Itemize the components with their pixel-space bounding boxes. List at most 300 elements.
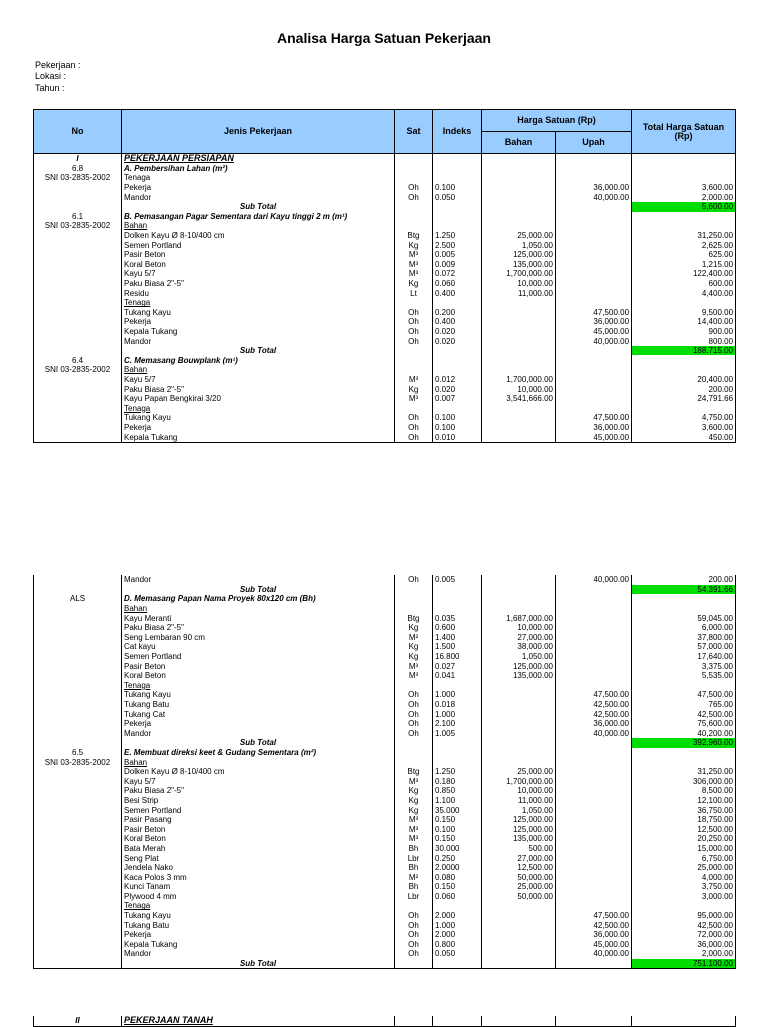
item-name: Pekerja bbox=[122, 423, 395, 433]
item-name: Besi Strip bbox=[122, 796, 395, 806]
item-material-price bbox=[482, 317, 556, 327]
item-name: Mandor bbox=[122, 949, 395, 959]
table-row bbox=[34, 317, 736, 327]
item-total: 625.00 bbox=[632, 250, 736, 260]
item-unit: M² bbox=[395, 872, 433, 882]
item-material-price: 125,000.00 bbox=[482, 661, 556, 671]
item-material-price: 135,000.00 bbox=[482, 260, 556, 270]
item-unit: Oh bbox=[395, 700, 433, 710]
item-labor-price: 40,000.00 bbox=[556, 192, 632, 202]
table-row bbox=[34, 709, 736, 719]
table-row bbox=[34, 863, 736, 873]
cell-upah bbox=[556, 959, 632, 969]
cell-total bbox=[632, 298, 736, 308]
cell-bahan bbox=[482, 403, 556, 413]
item-total: 25,000.00 bbox=[632, 863, 736, 873]
cell-sat bbox=[395, 298, 433, 308]
group-label: Bahan bbox=[122, 757, 395, 767]
section-title: PEKERJAAN TANAH bbox=[122, 1016, 395, 1026]
cell-indeks bbox=[433, 585, 482, 595]
item-unit: M³ bbox=[395, 815, 433, 825]
item-index: 2.500 bbox=[433, 240, 482, 250]
item-index: 0.100 bbox=[433, 413, 482, 423]
item-labor-price: 47,500.00 bbox=[556, 690, 632, 700]
work-item-title: E. Membuat direksi keet & Gudang Sementara (m²) bbox=[122, 748, 395, 758]
item-index: 0.035 bbox=[433, 613, 482, 623]
cell-total bbox=[632, 901, 736, 911]
table-row bbox=[34, 308, 736, 318]
item-material-price: 1,050.00 bbox=[482, 240, 556, 250]
cell-indeks bbox=[433, 901, 482, 911]
subtotal-label: Sub Total bbox=[122, 738, 395, 748]
item-material-price: 12,500.00 bbox=[482, 863, 556, 873]
item-material-price: 500.00 bbox=[482, 844, 556, 854]
item-labor-price bbox=[556, 815, 632, 825]
cell-no bbox=[34, 279, 122, 289]
item-total: 24,791.66 bbox=[632, 394, 736, 404]
cell-total bbox=[632, 365, 736, 375]
item-name: Jendela Nako bbox=[122, 863, 395, 873]
item-index: 0.050 bbox=[433, 949, 482, 959]
cell-bahan bbox=[482, 365, 556, 375]
item-index: 0.850 bbox=[433, 786, 482, 796]
item-index: 0.150 bbox=[433, 882, 482, 892]
item-name: Pasir Pasang bbox=[122, 815, 395, 825]
item-labor-price bbox=[556, 394, 632, 404]
item-material-price bbox=[482, 413, 556, 423]
cell-sat bbox=[395, 355, 433, 365]
table-row bbox=[34, 613, 736, 623]
item-unit: Lt bbox=[395, 288, 433, 298]
item-unit: Oh bbox=[395, 709, 433, 719]
item-material-price: 135,000.00 bbox=[482, 834, 556, 844]
item-unit: Oh bbox=[395, 192, 433, 202]
item-index: 0.012 bbox=[433, 375, 482, 385]
group-label: Bahan bbox=[122, 365, 395, 375]
item-name: Mandor bbox=[122, 575, 395, 585]
item-unit: Kg bbox=[395, 786, 433, 796]
cell-upah bbox=[556, 202, 632, 212]
item-material-price: 1,700,000.00 bbox=[482, 375, 556, 385]
group-row bbox=[34, 403, 736, 413]
cell-bahan bbox=[482, 212, 556, 222]
item-material-price bbox=[482, 940, 556, 950]
subtotal-label: Sub Total bbox=[122, 346, 395, 356]
item-index: 1.250 bbox=[433, 231, 482, 241]
cell-sat bbox=[395, 901, 433, 911]
item-name: Tukang Batu bbox=[122, 920, 395, 930]
cell-sat bbox=[395, 212, 433, 222]
cell-no bbox=[34, 872, 122, 882]
cell-no bbox=[34, 288, 122, 298]
table-row bbox=[34, 288, 736, 298]
header-jenis-pekerjaan: Jenis Pekerjaan bbox=[122, 110, 395, 154]
row-reference bbox=[34, 901, 122, 911]
item-material-price: 1,687,000.00 bbox=[482, 613, 556, 623]
cell-bahan bbox=[482, 959, 556, 969]
item-labor-price bbox=[556, 260, 632, 270]
table-row bbox=[34, 834, 736, 844]
item-labor-price: 36,000.00 bbox=[556, 183, 632, 193]
table-row bbox=[34, 327, 736, 337]
cell-total bbox=[632, 355, 736, 365]
cell-sat bbox=[395, 959, 433, 969]
cell-no bbox=[34, 796, 122, 806]
cell-no bbox=[34, 709, 122, 719]
header-indeks: Indeks bbox=[433, 110, 482, 154]
cell-bahan bbox=[482, 585, 556, 595]
item-total: 47,500.00 bbox=[632, 690, 736, 700]
item-index: 0.009 bbox=[433, 260, 482, 270]
work-item-title: B. Pemasangan Pagar Sementara dari Kayu tinggi 2 m (m¹) bbox=[122, 212, 395, 222]
item-labor-price bbox=[556, 844, 632, 854]
item-total: 36,750.00 bbox=[632, 805, 736, 815]
item-name: Kepala Tukang bbox=[122, 940, 395, 950]
cell-upah bbox=[556, 365, 632, 375]
item-unit: Oh bbox=[395, 729, 433, 739]
item-total: 2,000.00 bbox=[632, 192, 736, 202]
item-labor-price bbox=[556, 250, 632, 260]
row-code: 6.8 bbox=[34, 164, 122, 174]
group-row bbox=[34, 173, 736, 183]
cell-sat bbox=[395, 594, 433, 604]
cell-indeks bbox=[433, 681, 482, 691]
item-index: 0.072 bbox=[433, 269, 482, 279]
cell-total bbox=[632, 212, 736, 222]
item-labor-price: 47,500.00 bbox=[556, 308, 632, 318]
item-name: Pasir Beton bbox=[122, 250, 395, 260]
cell-bahan bbox=[482, 738, 556, 748]
cell-no bbox=[34, 375, 122, 385]
item-name: Kayu 5/7 bbox=[122, 375, 395, 385]
cell-upah bbox=[556, 604, 632, 614]
item-name: Paku Biasa 2"-5" bbox=[122, 786, 395, 796]
item-unit: Kg bbox=[395, 805, 433, 815]
cell-sat bbox=[395, 738, 433, 748]
work-item-row bbox=[34, 594, 736, 604]
item-labor-price bbox=[556, 853, 632, 863]
item-index: 35.000 bbox=[433, 805, 482, 815]
item-index: 0.060 bbox=[433, 892, 482, 902]
table-row bbox=[34, 930, 736, 940]
item-labor-price: 42,500.00 bbox=[556, 920, 632, 930]
work-item-title: C. Memasang Bouwplank (m¹) bbox=[122, 355, 395, 365]
item-unit: Oh bbox=[395, 308, 433, 318]
subtotal-row bbox=[34, 202, 736, 212]
item-name: Residu bbox=[122, 288, 395, 298]
item-name: Paku Biasa 2"-5" bbox=[122, 623, 395, 633]
item-labor-price bbox=[556, 269, 632, 279]
item-unit: M² bbox=[395, 633, 433, 643]
meta-pekerjaan: Pekerjaan : bbox=[35, 60, 81, 70]
group-row bbox=[34, 901, 736, 911]
item-unit: Kg bbox=[395, 240, 433, 250]
item-total: 15,000.00 bbox=[632, 844, 736, 854]
cell-no bbox=[34, 260, 122, 270]
cell-no bbox=[34, 327, 122, 337]
item-index: 1.400 bbox=[433, 633, 482, 643]
subtotal-value: 5,600.00 bbox=[632, 202, 736, 212]
item-name: Tukang Batu bbox=[122, 700, 395, 710]
cell-total bbox=[632, 594, 736, 604]
row-no: I bbox=[34, 154, 122, 164]
group-row bbox=[34, 221, 736, 231]
table-row bbox=[34, 940, 736, 950]
item-unit: Oh bbox=[395, 949, 433, 959]
item-labor-price bbox=[556, 623, 632, 633]
group-row bbox=[34, 757, 736, 767]
work-item-row bbox=[34, 164, 736, 174]
header-sat: Sat bbox=[395, 110, 433, 154]
cell-no bbox=[34, 585, 122, 595]
item-total: 14,400.00 bbox=[632, 317, 736, 327]
item-material-price: 10,000.00 bbox=[482, 279, 556, 289]
meta-lokasi: Lokasi : bbox=[35, 71, 67, 81]
cell-upah bbox=[556, 681, 632, 691]
cell-no bbox=[34, 882, 122, 892]
item-unit: Oh bbox=[395, 940, 433, 950]
table-row bbox=[34, 671, 736, 681]
cell-bahan bbox=[482, 681, 556, 691]
table-row bbox=[34, 892, 736, 902]
item-material-price: 27,000.00 bbox=[482, 633, 556, 643]
cell-sat bbox=[395, 403, 433, 413]
item-labor-price bbox=[556, 661, 632, 671]
cell-no bbox=[34, 183, 122, 193]
item-unit: M³ bbox=[395, 269, 433, 279]
cell-total bbox=[632, 748, 736, 758]
item-labor-price: 36,000.00 bbox=[556, 930, 632, 940]
table-row bbox=[34, 192, 736, 202]
table-row bbox=[34, 767, 736, 777]
item-total: 4,750.00 bbox=[632, 413, 736, 423]
cell-no bbox=[34, 729, 122, 739]
item-total: 72,000.00 bbox=[632, 930, 736, 940]
item-total: 2,625.00 bbox=[632, 240, 736, 250]
item-name: Kayu 5/7 bbox=[122, 269, 395, 279]
item-name: Mandor bbox=[122, 336, 395, 346]
cell-bahan bbox=[482, 1016, 556, 1026]
item-labor-price bbox=[556, 279, 632, 289]
work-item-title: A. Pembersihan Lahan (m²) bbox=[122, 164, 395, 174]
item-name: Paku Biasa 2"-5" bbox=[122, 279, 395, 289]
table-row bbox=[34, 642, 736, 652]
item-unit: M³ bbox=[395, 661, 433, 671]
table-row bbox=[34, 911, 736, 921]
group-label: Bahan bbox=[122, 604, 395, 614]
item-name: Kepala Tukang bbox=[122, 327, 395, 337]
table-row bbox=[34, 250, 736, 260]
item-unit: Oh bbox=[395, 920, 433, 930]
item-name: Kaca Polos 3 mm bbox=[122, 872, 395, 882]
cell-total bbox=[632, 681, 736, 691]
item-total: 900.00 bbox=[632, 327, 736, 337]
cell-no bbox=[34, 652, 122, 662]
table-row bbox=[34, 652, 736, 662]
item-total: 6,750.00 bbox=[632, 853, 736, 863]
item-total: 31,250.00 bbox=[632, 231, 736, 241]
item-name: Koral Beton bbox=[122, 834, 395, 844]
table-row bbox=[34, 183, 736, 193]
item-index: 2.000 bbox=[433, 911, 482, 921]
cell-bahan bbox=[482, 748, 556, 758]
table-row bbox=[34, 844, 736, 854]
cell-upah bbox=[556, 221, 632, 231]
cell-total bbox=[632, 604, 736, 614]
cell-no bbox=[34, 786, 122, 796]
cell-no bbox=[34, 642, 122, 652]
header-no: No bbox=[34, 110, 122, 154]
item-index: 0.400 bbox=[433, 317, 482, 327]
item-index: 1.500 bbox=[433, 642, 482, 652]
item-name: Dolken Kayu Ø 8-10/400 cm bbox=[122, 767, 395, 777]
item-total: 20,250.00 bbox=[632, 834, 736, 844]
item-index: 0.005 bbox=[433, 250, 482, 260]
cell-upah bbox=[556, 403, 632, 413]
item-index: 0.020 bbox=[433, 336, 482, 346]
cell-no bbox=[34, 202, 122, 212]
table-row bbox=[34, 336, 736, 346]
item-name: Koral Beton bbox=[122, 671, 395, 681]
item-name: Tukang Kayu bbox=[122, 690, 395, 700]
group-label: Tenaga bbox=[122, 901, 395, 911]
header-total-harga-satuan: Total Harga Satuan (Rp) bbox=[632, 110, 736, 154]
item-material-price: 1,050.00 bbox=[482, 652, 556, 662]
cell-no bbox=[34, 805, 122, 815]
cell-bahan bbox=[482, 221, 556, 231]
item-total: 18,750.00 bbox=[632, 815, 736, 825]
item-material-price: 1,700,000.00 bbox=[482, 269, 556, 279]
item-index: 0.080 bbox=[433, 872, 482, 882]
item-index: 0.150 bbox=[433, 815, 482, 825]
cell-indeks bbox=[433, 748, 482, 758]
cell-no bbox=[34, 776, 122, 786]
item-unit: Kg bbox=[395, 652, 433, 662]
analysis-table-page-2 bbox=[33, 575, 736, 969]
cell-indeks bbox=[433, 365, 482, 375]
item-index: 0.100 bbox=[433, 824, 482, 834]
item-name: Semen Portland bbox=[122, 652, 395, 662]
item-material-price: 135,000.00 bbox=[482, 671, 556, 681]
item-total: 200.00 bbox=[632, 575, 736, 585]
item-unit: Bh bbox=[395, 863, 433, 873]
table-row bbox=[34, 384, 736, 394]
cell-indeks bbox=[433, 173, 482, 183]
item-total: 3,600.00 bbox=[632, 423, 736, 433]
item-total: 800.00 bbox=[632, 336, 736, 346]
item-material-price: 125,000.00 bbox=[482, 815, 556, 825]
item-total: 122,400.00 bbox=[632, 269, 736, 279]
cell-sat bbox=[395, 681, 433, 691]
item-unit: Oh bbox=[395, 336, 433, 346]
cell-bahan bbox=[482, 202, 556, 212]
item-index: 0.100 bbox=[433, 423, 482, 433]
item-index: 0.020 bbox=[433, 384, 482, 394]
cell-no bbox=[34, 231, 122, 241]
table-row bbox=[34, 815, 736, 825]
item-labor-price: 36,000.00 bbox=[556, 719, 632, 729]
item-material-price bbox=[482, 930, 556, 940]
item-total: 3,000.00 bbox=[632, 892, 736, 902]
item-material-price: 125,000.00 bbox=[482, 824, 556, 834]
cell-no bbox=[34, 700, 122, 710]
item-total: 8,500.00 bbox=[632, 786, 736, 796]
section-row bbox=[34, 1016, 736, 1026]
item-material-price: 50,000.00 bbox=[482, 892, 556, 902]
item-total: 95,000.00 bbox=[632, 911, 736, 921]
cell-no bbox=[34, 432, 122, 442]
item-index: 0.005 bbox=[433, 575, 482, 585]
cell-upah bbox=[556, 346, 632, 356]
item-unit: Lbr bbox=[395, 892, 433, 902]
row-code: 6.5 bbox=[34, 748, 122, 758]
cell-bahan bbox=[482, 757, 556, 767]
item-name: Tukang Kayu bbox=[122, 413, 395, 423]
item-name: Kunci Tanam bbox=[122, 882, 395, 892]
item-name: Plywood 4 mm bbox=[122, 892, 395, 902]
cell-indeks bbox=[433, 346, 482, 356]
cell-no bbox=[34, 250, 122, 260]
item-labor-price: 40,000.00 bbox=[556, 729, 632, 739]
group-label: Tenaga bbox=[122, 173, 395, 183]
cell-upah bbox=[556, 298, 632, 308]
row-reference: SNI 03-2835-2002 bbox=[34, 173, 122, 183]
page-title: Analisa Harga Satuan Pekerjaan bbox=[277, 30, 491, 46]
item-unit: Oh bbox=[395, 930, 433, 940]
subtotal-row bbox=[34, 585, 736, 595]
cell-no bbox=[34, 853, 122, 863]
row-reference bbox=[34, 298, 122, 308]
cell-no bbox=[34, 633, 122, 643]
subtotal-label: Sub Total bbox=[122, 202, 395, 212]
item-unit: Oh bbox=[395, 423, 433, 433]
item-total: 40,200.00 bbox=[632, 729, 736, 739]
subtotal-label: Sub Total bbox=[122, 959, 395, 969]
table-row bbox=[34, 279, 736, 289]
item-unit: M³ bbox=[395, 394, 433, 404]
item-name: Tukang Kayu bbox=[122, 308, 395, 318]
cell-no bbox=[34, 671, 122, 681]
table-row bbox=[34, 423, 736, 433]
table-row bbox=[34, 260, 736, 270]
item-index: 2.0000 bbox=[433, 863, 482, 873]
cell-sat bbox=[395, 154, 433, 164]
cell-sat bbox=[395, 202, 433, 212]
item-name: Seng Plat bbox=[122, 853, 395, 863]
item-total: 12,500.00 bbox=[632, 824, 736, 834]
item-name: Koral Beton bbox=[122, 260, 395, 270]
table-row bbox=[34, 776, 736, 786]
cell-bahan bbox=[482, 346, 556, 356]
item-index: 0.010 bbox=[433, 432, 482, 442]
item-name: Semen Portland bbox=[122, 240, 395, 250]
item-material-price: 3,541,666.00 bbox=[482, 394, 556, 404]
table-row bbox=[34, 872, 736, 882]
item-material-price: 10,000.00 bbox=[482, 623, 556, 633]
cell-bahan bbox=[482, 173, 556, 183]
item-labor-price: 45,000.00 bbox=[556, 327, 632, 337]
item-material-price: 10,000.00 bbox=[482, 384, 556, 394]
item-total: 42,500.00 bbox=[632, 920, 736, 930]
table-row bbox=[34, 231, 736, 241]
item-unit: Btg bbox=[395, 767, 433, 777]
table-row bbox=[34, 575, 736, 585]
item-labor-price: 47,500.00 bbox=[556, 413, 632, 423]
item-material-price: 10,000.00 bbox=[482, 786, 556, 796]
item-index: 1.000 bbox=[433, 709, 482, 719]
item-unit: Oh bbox=[395, 575, 433, 585]
item-labor-price bbox=[556, 872, 632, 882]
